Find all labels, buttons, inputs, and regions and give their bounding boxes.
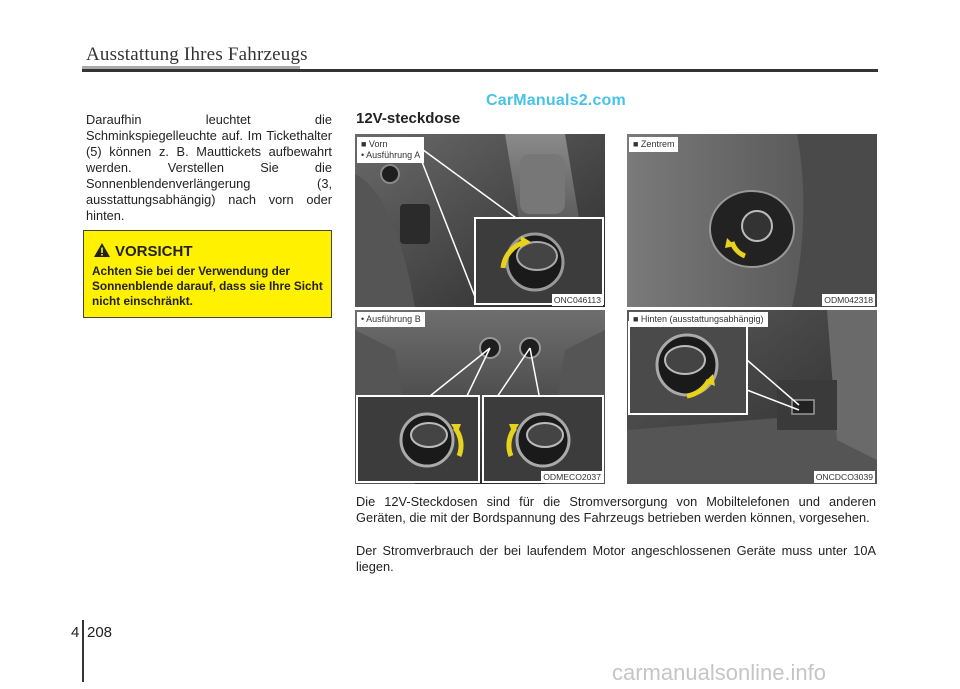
front-b-illustration	[355, 310, 605, 484]
figure-label	[357, 312, 425, 327]
footer-divider	[82, 620, 84, 682]
figure-front-a	[355, 134, 605, 307]
watermark-top[interactable]: CarManuals2.com	[486, 92, 626, 109]
section-title: 12V-steckdose	[356, 110, 461, 127]
rear-illustration	[627, 310, 877, 484]
figure-label	[629, 312, 768, 327]
figure-code: ONCDCO3039	[815, 472, 873, 482]
figure-rear	[627, 310, 877, 484]
label-rear: ■ Hinten (ausstattungsabhängig)	[633, 314, 764, 324]
center-illustration	[627, 134, 877, 307]
figure-code: ODMECO2037	[543, 472, 601, 482]
figure-front-b	[355, 310, 605, 484]
label-version-b: • Ausführung B	[361, 314, 421, 324]
footer-chapter: 4	[71, 624, 80, 641]
intro-paragraph: Daraufhin leuchtet die Schminkspiegelleuchte auf. Im Tickethalter (5) können z. B. Mauttickets aufbewahrt werden. Verstellen Sie die Sonnenblendenverlängerung (3, ausstattungsabhängig) nach vorn oder hinten.	[86, 112, 332, 223]
figure-center	[627, 134, 877, 307]
header-title: Ausstattung Ihres Fahrzeugs	[86, 44, 308, 65]
caution-box	[83, 230, 332, 318]
page-number: 208	[87, 624, 113, 641]
label-front: ■ Vorn	[361, 139, 388, 149]
body-paragraph-1: Die 12V-Steckdosen sind für die Stromversorgung von Mobiltelefonen und anderen Geräten, die mit der Bordspannung des Fahrzeugs betrieben werden können, vorgesehen.	[356, 494, 876, 525]
caution-text: Achten Sie bei der Verwendung der Sonnenblende darauf, dass sie Ihre Sicht nicht einschränkt.	[92, 264, 323, 308]
label-center: ■ Zentrem	[633, 139, 675, 149]
figure-label	[629, 137, 678, 152]
warning-icon	[93, 242, 111, 258]
watermark-bottom[interactable]: carmanualsonline.info	[612, 660, 827, 685]
figure-code: ONC046113	[553, 295, 601, 305]
label-version-a: • Ausführung A	[361, 150, 421, 160]
caution-title: VORSICHT	[115, 243, 193, 260]
header-rule	[82, 69, 878, 72]
body-paragraph-2: Der Stromverbrauch der bei laufendem Motor angeschlossenen Geräte muss unter 10A liegen.	[356, 543, 876, 574]
figure-label	[357, 137, 424, 163]
figure-code: ODM042318	[824, 295, 873, 305]
